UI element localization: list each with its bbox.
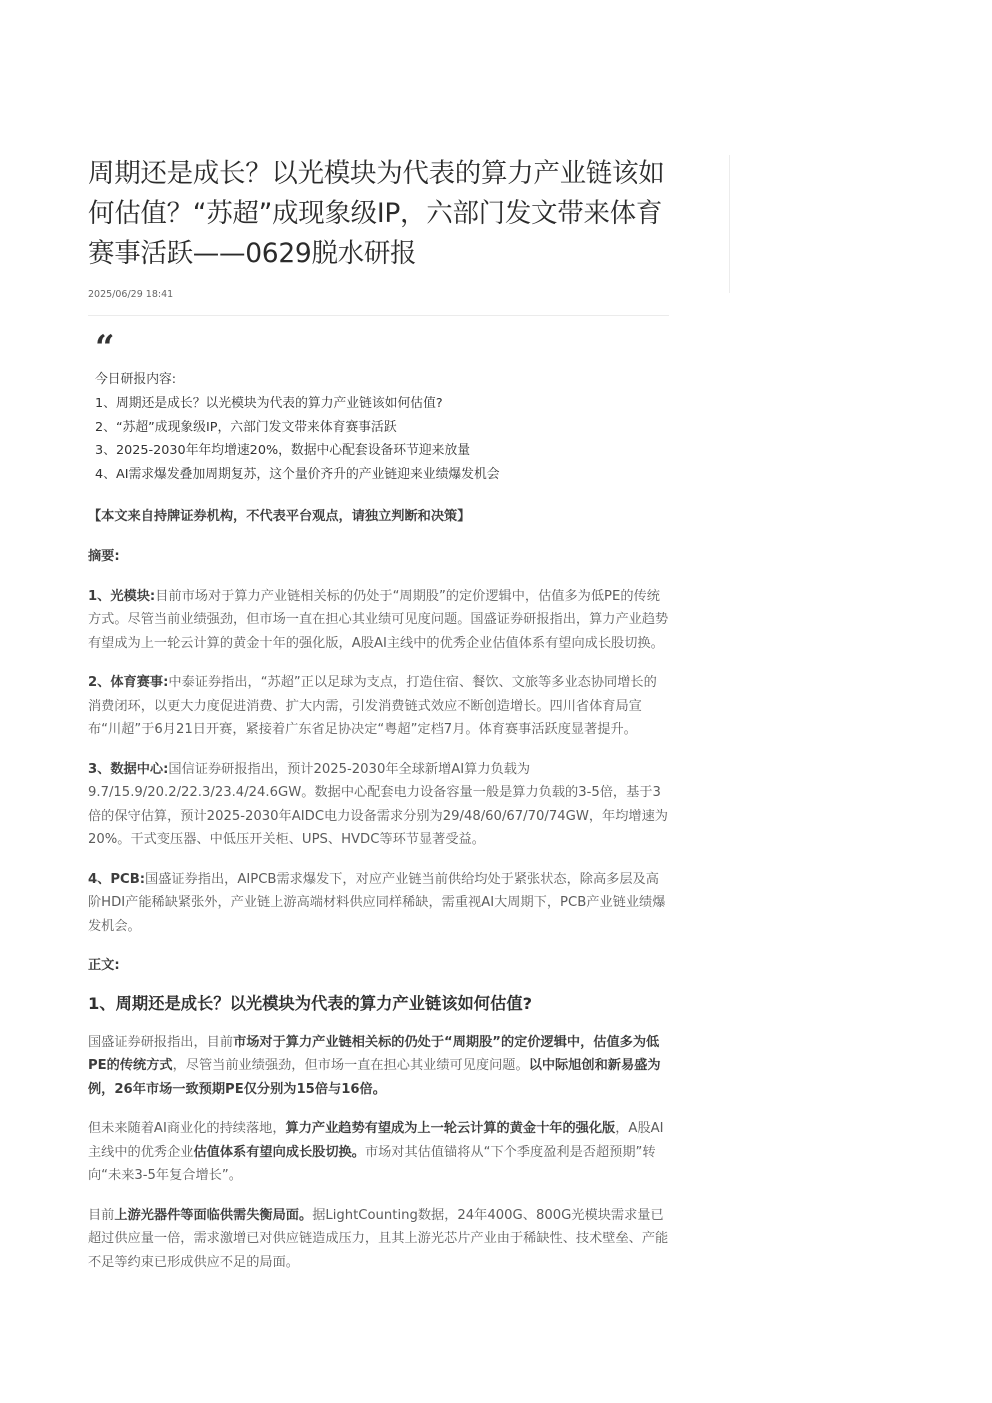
summary-item-text: 国信证券研报指出，预计2025-2030年全球新增AI算力负载为9.7/15.9/20.2/22.3/23.4/24.6GW。数据中心配套电力设备容量一般是算力负载的3-5倍，基于3倍的保守估算，预计2025-2030年AIDC电力设备需求分别为29/48/60/67/70/74GW，年均增速为20%。干式变压器、中低压开关柜、UPS、HVDC等环节显著受益。 xyxy=(88,761,668,848)
body-emphasis: 上游光器件等面临供需失衡局面。 xyxy=(114,1207,313,1223)
body-emphasis: 算力产业趋势有望成为上一轮云计算的黄金十年的强化版 xyxy=(285,1121,616,1137)
disclaimer: 【本文来自持牌证券机构，不代表平台观点，请独立判断和决策】 xyxy=(88,508,471,524)
title-divider xyxy=(88,315,669,316)
section-heading: 1、周期还是成长？以光模块为代表的算力产业链该如何估值? xyxy=(88,993,533,1013)
publish-date: 2025/06/29 18:41 xyxy=(88,289,174,300)
summary-item xyxy=(88,758,669,852)
summary-item xyxy=(88,585,669,656)
body-emphasis: 估值体系有望向成长股切换。 xyxy=(193,1144,365,1160)
body-heading: 正文: xyxy=(88,958,120,974)
summary-item-label: 4、PCB: xyxy=(88,871,146,887)
report-contents-quote xyxy=(88,328,669,487)
quote-icon: “ xyxy=(95,328,112,368)
sidebar-divider xyxy=(729,155,730,293)
summary-item-text: 中泰证券指出，“苏超”正以足球为支点，打造住宿、餐饮、文旅等多业态协同增长的消费闭环，以更大力度促进消费、扩大内需，引发消费链式效应不断创造增长。四川省体育局宣布“川超”于6月21日开赛，紧接着广东省足协决定“粤超”定档7月。体育赛事活跃度显著提升。 xyxy=(88,675,657,738)
quote-item: 1、周期还是成长？以光模块为代表的算力产业链该如何估值? xyxy=(95,395,443,411)
quote-item: 2、“苏超”成现象级IP，六部门发文带来体育赛事活跃 xyxy=(95,419,397,435)
body-paragraph xyxy=(88,1204,669,1275)
body-emphasis: 市场对于算力产业链相关标的仍处于“周期股”的定价逻辑中，估值多为低PE的传统方式 xyxy=(88,1034,660,1074)
summary-item-text: 目前市场对于算力产业链相关标的仍处于“周期股”的定价逻辑中，估值多为低PE的传统方式。尽管当前业绩强劲，但市场一直在担心其业绩可见度问题。国盛证券研报指出，算力产业趋势有望成为上一轮云计算的黄金十年的强化版，A股AI主线中的优秀企业估值体系有望向成长股切换。 xyxy=(88,588,669,651)
body-paragraph xyxy=(88,1031,669,1102)
quote-intro: 今日研报内容: xyxy=(95,372,177,387)
summary-item-text: 国盛证券指出，AIPCB需求爆发下，对应产业链当前供给均处于紧张状态，除高多层及高阶HDI产能稀缺紧张外，产业链上游高端材料供应同样稀缺，需重视AI大周期下，PCB产业链业绩爆发机会。 xyxy=(88,871,666,934)
body-text: 市场对其估值锚将从“下个季度盈利是否超预期”转向“未来3-5年复合增长”。 xyxy=(88,1144,656,1184)
summary-item-label: 3、数据中心: xyxy=(88,761,169,777)
summary-item xyxy=(88,868,669,939)
article xyxy=(88,154,669,1274)
quote-item: 4、AI需求爆发叠加周期复苏，这个量价齐升的产业链迎来业绩爆发机会 xyxy=(95,467,500,483)
article-title: 周期还是成长？以光模块为代表的算力产业链该如何估值？“苏超”成现象级IP，六部门发文带来体育赛事活跃——0629脱水研报 xyxy=(88,158,665,269)
body-paragraph xyxy=(88,1117,669,1188)
body-text: 国盛证券研报指出，目前 xyxy=(88,1034,234,1050)
summary-item-label: 1、光模块: xyxy=(88,588,156,604)
summary-item xyxy=(88,671,669,742)
summary-item-label: 2、体育赛事: xyxy=(88,675,169,691)
body-text: ，A股AI主线中的优秀企业 xyxy=(88,1121,664,1160)
body-text: 目前 xyxy=(88,1207,115,1223)
body-text: ，尽管当前业绩强劲，但市场一直在担心其业绩可见度问题。 xyxy=(172,1058,529,1074)
body-text: 但未来随着AI商业化的持续落地， xyxy=(88,1121,286,1137)
quote-item: 3、2025-2030年年均增速20%，数据中心配套设备环节迎来放量 xyxy=(95,443,471,459)
body-emphasis: 以中际旭创和新易盛为例，26年市场一致预期PE仅分别为15倍与16倍。 xyxy=(88,1058,661,1097)
summary-heading: 摘要: xyxy=(88,549,120,565)
body-text: 据LightCounting数据，24年400G、800G光模块需求量已超过供应量一倍，需求激增已对供应链造成压力，且其上游光芯片产业由于稀缺性、技术壁垒、产能不足等约束已形成供应不足的局面。 xyxy=(88,1207,669,1270)
